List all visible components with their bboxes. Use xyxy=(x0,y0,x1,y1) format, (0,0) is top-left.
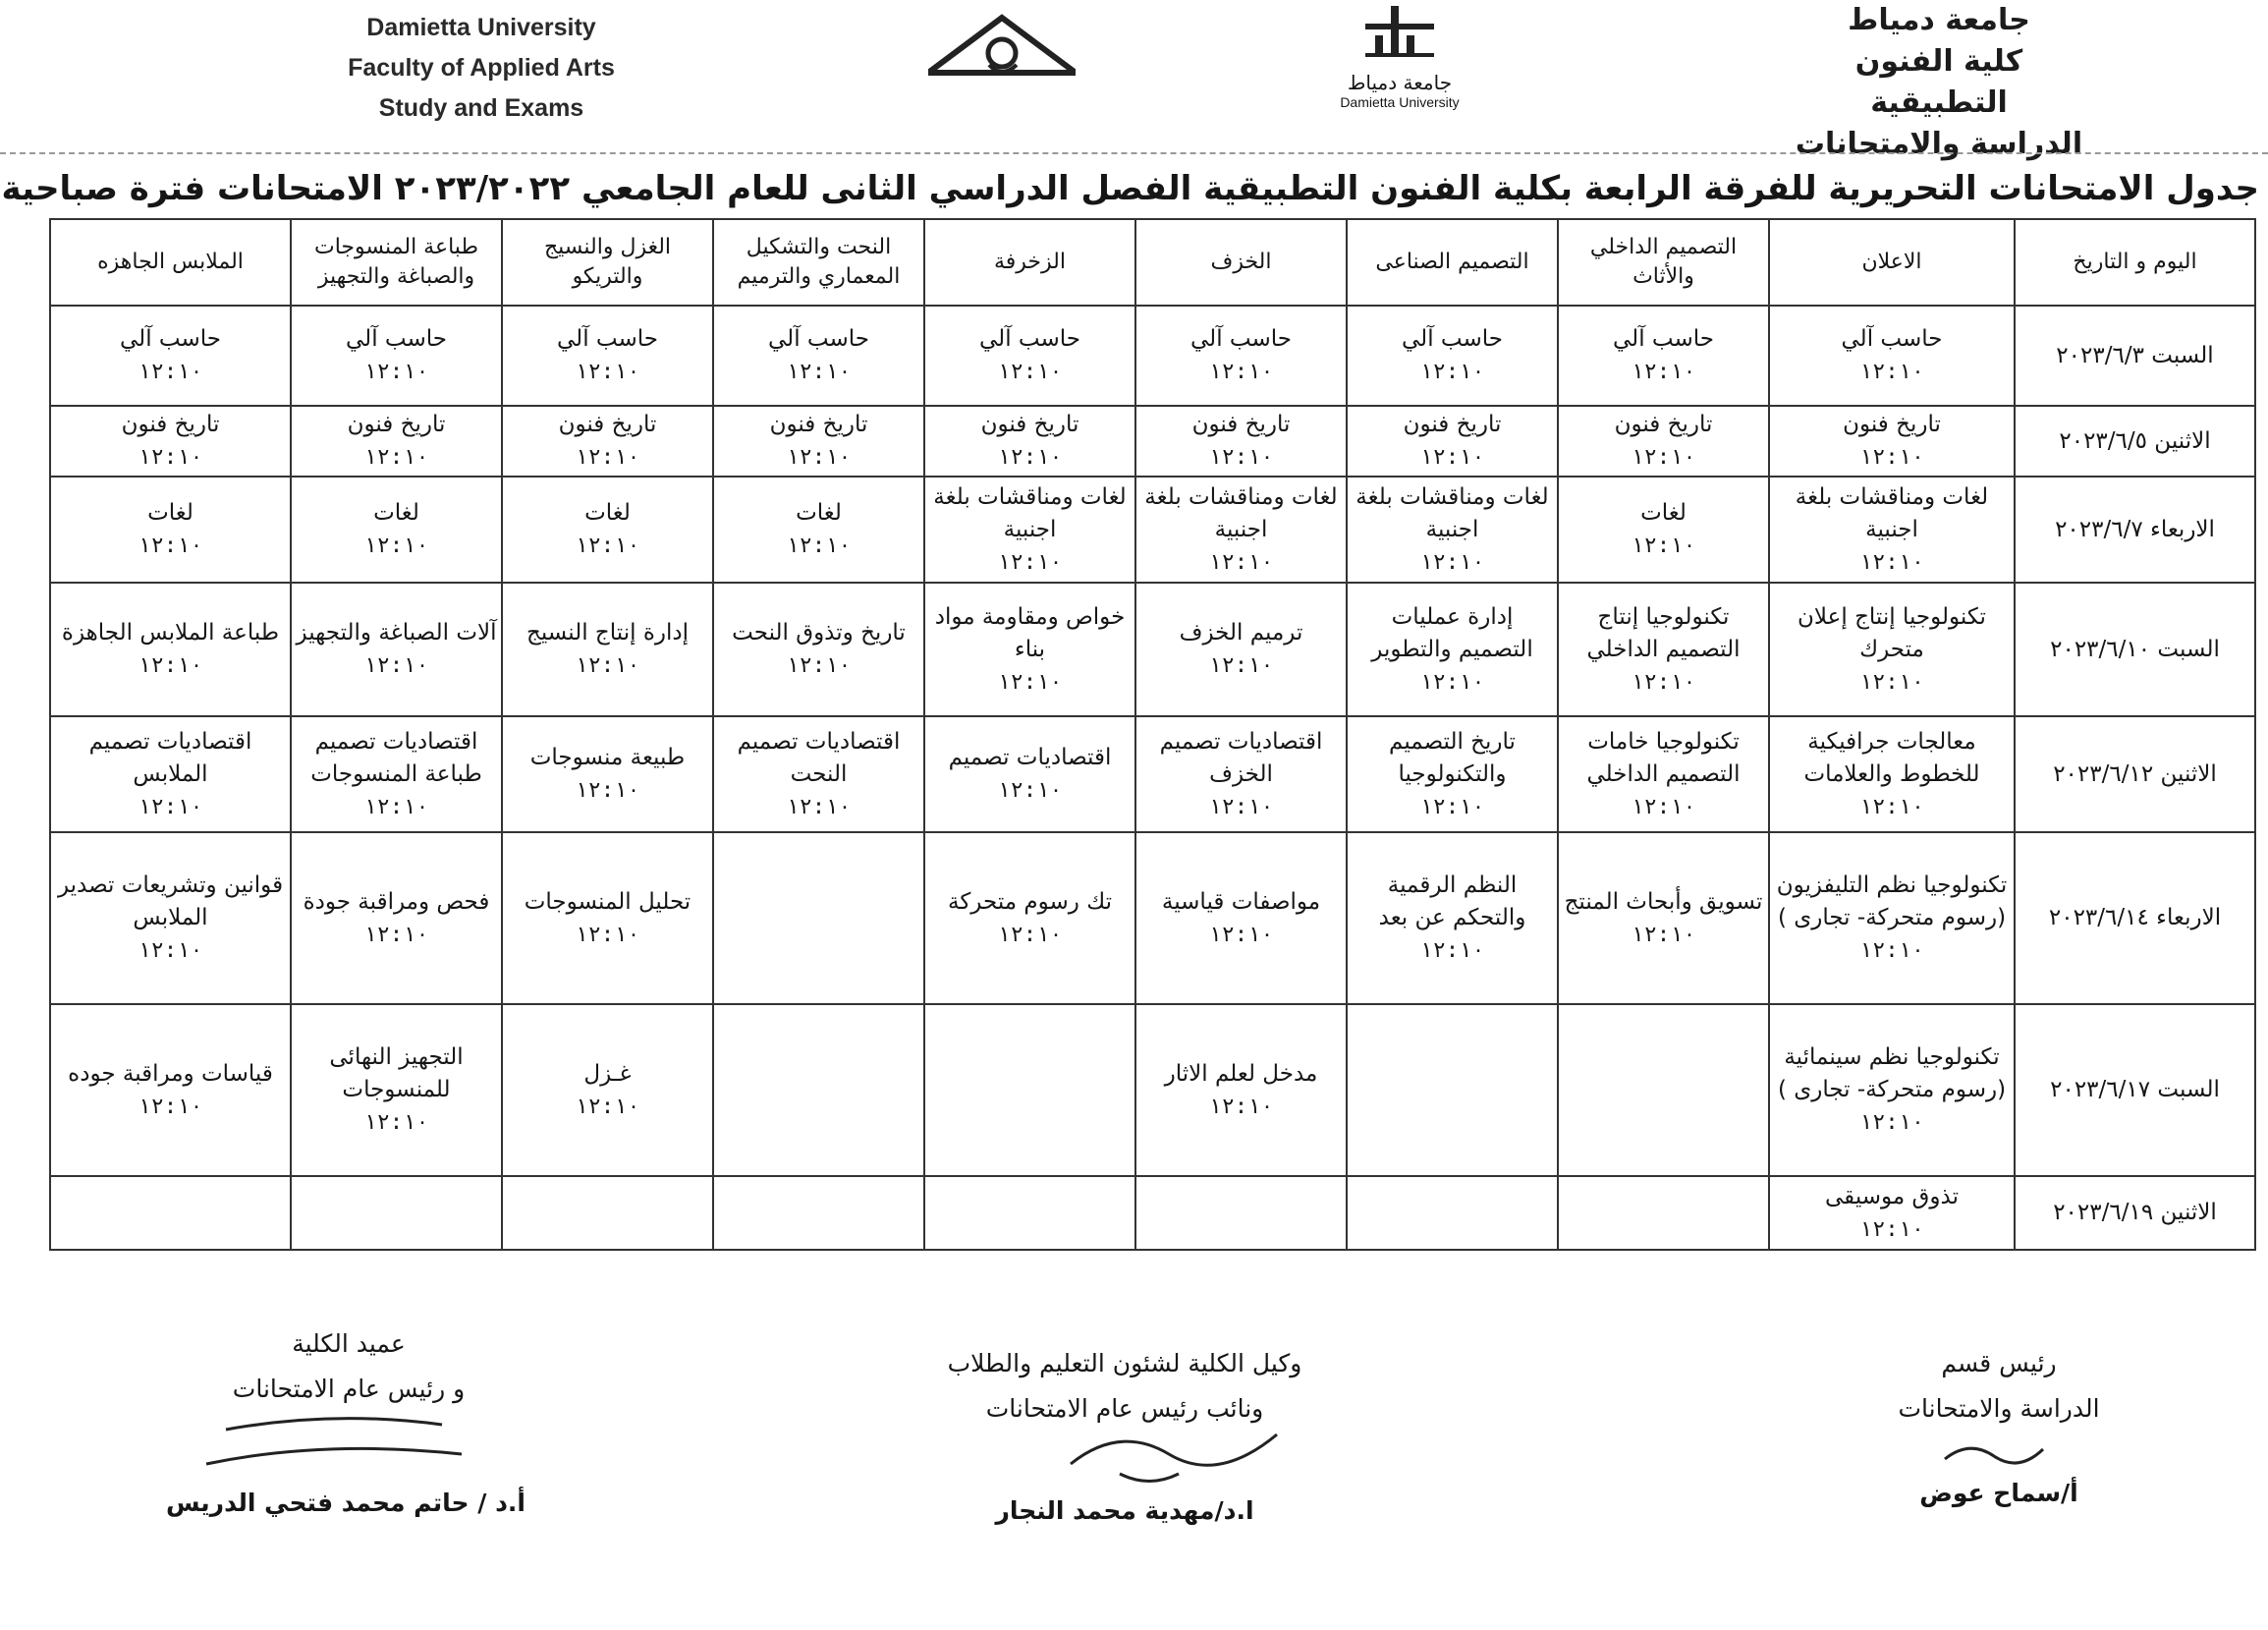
signature-right-name: أ/سماح عوض xyxy=(1919,1479,2078,1507)
exam-cell xyxy=(502,583,713,716)
faculty-name-en: Faculty of Applied Arts xyxy=(348,54,615,82)
signature-middle-name: ا.د/مهدية محمد النجار xyxy=(995,1496,1254,1525)
exam-time: ١٢:١٠ xyxy=(1419,938,1485,963)
course-name: تاريخ فنون xyxy=(1191,412,1291,437)
course-name: حاسب آلي xyxy=(346,326,447,352)
exam-cell xyxy=(924,832,1135,1004)
exam-cell xyxy=(1769,832,2015,1004)
course-name: طبيعة منسوجات xyxy=(529,745,686,770)
course-name: تكنولوجيا خامات التصميم الداخلي xyxy=(1586,728,1741,787)
exam-cell xyxy=(502,716,713,832)
university-emblem-icon xyxy=(1355,6,1444,67)
course-name: تاريخ فنون xyxy=(347,412,446,437)
signature-left-name: أ.د / حاتم محمد فتحي الدريس xyxy=(165,1489,526,1517)
course-name: تاريخ فنون xyxy=(1614,412,1713,437)
exam-time: ١٢:١٠ xyxy=(363,922,429,947)
course-name: إدارة عمليات التصميم والتطوير xyxy=(1371,603,1533,662)
exam-time: ١٢:١٠ xyxy=(363,445,429,470)
exam-time: ١٢:١٠ xyxy=(363,1110,429,1135)
exam-time: ١٢:١٠ xyxy=(1858,794,1925,819)
exam-cell xyxy=(291,306,502,406)
exam-time: ١٢:١٠ xyxy=(997,922,1063,947)
column-header: التصميم الصناعى xyxy=(1347,219,1558,306)
course-name: لغات xyxy=(373,500,419,526)
course-name: اقتصاديات تصميم الملابس xyxy=(88,728,252,787)
exam-time: ١٢:١٠ xyxy=(575,445,640,470)
course-name: تكنولوجيا إنتاج التصميم الداخلي xyxy=(1586,603,1741,662)
exam-cell xyxy=(291,583,502,716)
exam-time: ١٢:١٠ xyxy=(997,669,1063,695)
exam-cell xyxy=(291,716,502,832)
exam-cell xyxy=(50,306,291,406)
exam-cell xyxy=(713,1004,924,1176)
exam-time: ١٢:١٠ xyxy=(1858,360,1925,384)
exam-cell xyxy=(1558,1176,1769,1250)
exam-cell xyxy=(1135,477,1347,583)
university-logo xyxy=(1336,6,1464,110)
course-name: لغات ومناقشات بلغة اجنبية xyxy=(933,483,1127,542)
course-name: تاريخ فنون xyxy=(121,412,220,437)
exam-time: ١٢:١٠ xyxy=(1858,669,1925,695)
course-name: حاسب آلي xyxy=(120,326,221,352)
exam-cell xyxy=(1135,406,1347,477)
course-name: قياسات ومراقبة جوده xyxy=(68,1060,273,1087)
exam-time: ١٢:١٠ xyxy=(1858,1110,1925,1135)
exam-cell xyxy=(924,1004,1135,1176)
logo-caption-ar: جامعة دمياط xyxy=(1347,71,1453,94)
exam-cell xyxy=(1347,306,1558,406)
table-row xyxy=(50,1004,2255,1176)
course-name: تكنولوجيا نظم التليفزيون (رسوم متحركة- تجارى ) xyxy=(1776,872,2008,930)
exam-cell xyxy=(1347,477,1558,583)
table-row xyxy=(50,832,2255,1004)
exam-time: ١٢:١٠ xyxy=(575,653,640,678)
day-date-cell: الاثنين ٢٠٢٣/٦/١٢ xyxy=(2015,716,2255,832)
exam-time: ١٢:١٠ xyxy=(1858,549,1925,575)
exam-time: ١٢:١٠ xyxy=(1208,360,1274,384)
exam-cell xyxy=(1558,832,1769,1004)
column-header: التصميم الداخلي والأثاث xyxy=(1558,219,1769,306)
exam-time: ١٢:١٠ xyxy=(1858,445,1925,470)
course-name: اقتصاديات تصميم الخزف xyxy=(1159,728,1323,787)
course-name: اقتصاديات تصميم xyxy=(948,745,1112,770)
table-row xyxy=(50,306,2255,406)
course-name: اقتصاديات تصميم النحت xyxy=(737,728,901,787)
column-header: الزخرفة xyxy=(924,219,1135,306)
exam-cell xyxy=(502,406,713,477)
exam-time: ١٢:١٠ xyxy=(997,445,1063,470)
signature-middle-scribble-icon xyxy=(1061,1405,1287,1493)
course-name: حاسب آلي xyxy=(1841,326,1943,352)
table-row xyxy=(50,406,2255,477)
exam-time: ١٢:١٠ xyxy=(786,534,852,558)
exam-time: ١٢:١٠ xyxy=(1208,445,1274,470)
column-header: النحت والتشكيل المعماري والترميم xyxy=(713,219,924,306)
exam-cell xyxy=(291,832,502,1004)
exam-cell xyxy=(1135,1004,1347,1176)
exam-cell xyxy=(291,1176,502,1250)
course-name: تك رسوم متحركة xyxy=(948,888,1112,915)
exam-cell xyxy=(1347,583,1558,716)
exam-time: ١٢:١٠ xyxy=(1208,922,1274,947)
exam-time: ١٢:١٠ xyxy=(363,653,429,678)
exam-cell xyxy=(1558,477,1769,583)
exam-time: ١٢:١٠ xyxy=(997,360,1063,384)
course-name: خواص ومقاومة مواد بناء xyxy=(934,603,1126,662)
exam-cell xyxy=(1769,1176,2015,1250)
exam-time: ١٢:١٠ xyxy=(138,653,203,678)
exam-time: ١٢:١٠ xyxy=(1631,669,1696,695)
department-name-en: Study and Exams xyxy=(378,94,584,122)
header-english-block xyxy=(295,8,668,129)
course-name: تاريخ فنون xyxy=(1843,412,1941,437)
exam-cell xyxy=(1135,583,1347,716)
course-name: حاسب آلي xyxy=(979,326,1080,352)
exam-cell xyxy=(1558,1004,1769,1176)
exam-cell xyxy=(924,1176,1135,1250)
exam-cell xyxy=(50,832,291,1004)
exam-time: ١٢:١٠ xyxy=(363,534,429,558)
exam-time: ١٢:١٠ xyxy=(786,360,852,384)
exam-cell xyxy=(1769,306,2015,406)
exam-time: ١٢:١٠ xyxy=(1631,445,1696,470)
department-name-ar: الدراسة والامتحانات xyxy=(1795,127,2083,161)
header-arabic-block xyxy=(1792,0,2086,165)
day-date-cell: الاثنين ٢٠٢٣/٦/١٩ xyxy=(2015,1176,2255,1250)
course-name: لغات ومناقشات بلغة اجنبية xyxy=(1144,483,1338,542)
exam-cell xyxy=(291,1004,502,1176)
course-name: لغات xyxy=(1640,500,1687,526)
table-row xyxy=(50,583,2255,716)
column-header: الخزف xyxy=(1135,219,1347,306)
course-name: طباعة الملابس الجاهزة xyxy=(61,620,280,646)
exam-time: ١٢:١٠ xyxy=(786,653,852,678)
exam-cell xyxy=(502,1176,713,1250)
course-name: حاسب آلي xyxy=(1190,326,1292,352)
exam-cell xyxy=(924,583,1135,716)
exam-time: ١٢:١٠ xyxy=(363,360,429,384)
exam-time: ١٢:١٠ xyxy=(786,445,852,470)
signature-right-scribble-icon xyxy=(1940,1434,2048,1474)
exam-time: ١٢:١٠ xyxy=(1208,549,1274,575)
exam-cell xyxy=(1347,1176,1558,1250)
signature-left-scribble-icon xyxy=(187,1410,481,1489)
course-name: التجهيز النهائى للمنسوجات xyxy=(329,1044,464,1102)
exam-time: ١٢:١٠ xyxy=(1419,445,1485,470)
column-header: اليوم و التاريخ xyxy=(2015,219,2255,306)
exam-cell xyxy=(924,716,1135,832)
exam-cell xyxy=(1135,832,1347,1004)
course-name: تاريخ فنون xyxy=(769,412,868,437)
exam-cell xyxy=(1558,583,1769,716)
exam-cell xyxy=(713,1176,924,1250)
faculty-name-ar: كلية الفنون التطبيقية xyxy=(1854,44,2023,120)
column-header: الملابس الجاهزه xyxy=(50,219,291,306)
exam-cell xyxy=(1347,1004,1558,1176)
exam-cell xyxy=(291,406,502,477)
course-name: تاريخ فنون xyxy=(558,412,657,437)
signature-middle-title1: وكيل الكلية لشئون التعليم والطلاب xyxy=(947,1349,1302,1377)
exam-cell xyxy=(713,477,924,583)
course-name: لغات ومناقشات بلغة اجنبية xyxy=(1795,483,1989,542)
exam-cell xyxy=(1769,583,2015,716)
signature-right-title1: رئيس قسم xyxy=(1941,1349,2057,1377)
exam-time: ١٢:١٠ xyxy=(1419,669,1485,695)
faculty-logo xyxy=(928,14,1076,86)
exam-cell xyxy=(1135,1176,1347,1250)
signature-middle-title2: ونائب رئيس عام الامتحانات xyxy=(985,1394,1264,1423)
exam-time: ١٢:١٠ xyxy=(1208,794,1274,819)
exam-time: ١٢:١٠ xyxy=(1419,794,1485,819)
course-name: النظم الرقمية والتحكم عن بعد xyxy=(1378,872,1526,930)
exam-time: ١٢:١٠ xyxy=(575,778,640,803)
exam-cell xyxy=(1347,716,1558,832)
exam-cell xyxy=(50,1176,291,1250)
exam-cell xyxy=(924,306,1135,406)
signature-left-title1: عميد الكلية xyxy=(292,1329,406,1358)
table-row xyxy=(50,1176,2255,1250)
exam-cell xyxy=(1769,406,2015,477)
course-name: فحص ومراقبة جودة xyxy=(303,888,490,915)
exam-cell xyxy=(924,406,1135,477)
table-row xyxy=(50,477,2255,583)
exam-time: ١٢:١٠ xyxy=(138,1094,203,1119)
column-header: طباعة المنسوجات والصباغة والتجهيز xyxy=(291,219,502,306)
table-body xyxy=(50,306,2255,1250)
exam-cell xyxy=(502,477,713,583)
exam-time: ١٢:١٠ xyxy=(1419,360,1485,384)
exam-cell xyxy=(1347,832,1558,1004)
exam-cell xyxy=(1558,306,1769,406)
signature-right-title2: الدراسة والامتحانات xyxy=(1898,1394,2100,1423)
exam-time: ١٢:١٠ xyxy=(575,1094,640,1119)
course-name: غـزل xyxy=(583,1060,632,1087)
exam-time: ١٢:١٠ xyxy=(1858,938,1925,963)
course-name: لغات xyxy=(147,500,194,526)
exam-time: ١٢:١٠ xyxy=(138,534,203,558)
exam-time: ١٢:١٠ xyxy=(997,778,1063,803)
day-date-cell: السبت ٢٠٢٣/٦/١٠ xyxy=(2015,583,2255,716)
exam-time: ١٢:١٠ xyxy=(138,794,203,819)
day-date-cell: الاربعاء ٢٠٢٣/٦/١٤ xyxy=(2015,832,2255,1004)
table-row xyxy=(50,716,2255,832)
logo-caption-en: Damietta University xyxy=(1340,94,1460,110)
exam-time: ١٢:١٠ xyxy=(575,922,640,947)
column-header: الغزل والنسيج والتريكو xyxy=(502,219,713,306)
exam-time: ١٢:١٠ xyxy=(1631,360,1696,384)
column-header: الاعلان xyxy=(1769,219,2015,306)
exam-cell xyxy=(1135,716,1347,832)
exam-cell xyxy=(502,832,713,1004)
exam-cell xyxy=(713,306,924,406)
exam-cell xyxy=(1769,1004,2015,1176)
course-name: تكنولوجيا إنتاج إعلان متحرك xyxy=(1798,603,1986,662)
exam-cell xyxy=(50,477,291,583)
exam-cell xyxy=(291,477,502,583)
exam-time: ١٢:١٠ xyxy=(1419,549,1485,575)
exam-cell xyxy=(1558,716,1769,832)
course-name: مدخل لعلم الاثار xyxy=(1164,1060,1318,1087)
exam-cell xyxy=(713,406,924,477)
exam-cell xyxy=(502,1004,713,1176)
exam-schedule-table xyxy=(49,218,2256,1251)
course-name: تاريخ فنون xyxy=(980,412,1079,437)
table-header-row xyxy=(50,219,2255,306)
exam-cell xyxy=(50,716,291,832)
day-date-cell: السبت ٢٠٢٣/٦/٣ xyxy=(2015,306,2255,406)
header-divider xyxy=(0,152,2268,154)
course-name: تكنولوجيا نظم سينمائية (رسوم متحركة- تجارى ) xyxy=(1777,1044,2007,1102)
exam-time: ١٢:١٠ xyxy=(786,794,852,819)
exam-time: ١٢:١٠ xyxy=(363,794,429,819)
exam-time: ١٢:١٠ xyxy=(575,360,640,384)
course-name: لغات xyxy=(796,500,842,526)
exam-cell xyxy=(924,477,1135,583)
exam-time: ١٢:١٠ xyxy=(1858,1216,1925,1242)
course-name: لغات ومناقشات بلغة اجنبية xyxy=(1355,483,1549,542)
exam-cell xyxy=(713,716,924,832)
course-name: قوانين وتشريعات تصدير الملابس xyxy=(57,872,284,930)
signature-left-title2: و رئيس عام الامتحانات xyxy=(232,1375,466,1403)
university-name-en: Damietta University xyxy=(366,14,596,41)
exam-cell xyxy=(50,583,291,716)
exam-time: ١٢:١٠ xyxy=(1208,653,1274,678)
exam-time: ١٢:١٠ xyxy=(138,360,203,384)
course-name: تحليل المنسوجات xyxy=(524,888,691,915)
exam-time: ١٢:١٠ xyxy=(138,938,203,963)
course-name: تسويق وأبحاث المنتج xyxy=(1564,888,1763,915)
day-date-cell: الاربعاء ٢٠٢٣/٦/٧ xyxy=(2015,477,2255,583)
exam-time: ١٢:١٠ xyxy=(1631,534,1696,558)
exam-time: ١٢:١٠ xyxy=(138,445,203,470)
course-name: حاسب آلي xyxy=(557,326,658,352)
exam-time: ١٢:١٠ xyxy=(575,534,640,558)
exam-time: ١٢:١٠ xyxy=(1208,1094,1274,1119)
exam-time: ١٢:١٠ xyxy=(1631,922,1696,947)
exam-cell xyxy=(1769,477,2015,583)
signature-block-right xyxy=(1871,1341,2127,1516)
course-name: معالجات جرافيكية للخطوط والعلامات xyxy=(1803,728,1980,787)
day-date-cell: الاثنين ٢٠٢٣/٦/٥ xyxy=(2015,406,2255,477)
course-name: مواصفات قياسية xyxy=(1161,888,1321,915)
course-name: تاريخ التصميم والتكنولوجيا xyxy=(1389,728,1516,787)
exam-cell xyxy=(1347,406,1558,477)
course-name: تاريخ وتذوق النحت xyxy=(732,620,906,646)
exam-time: ١٢:١٠ xyxy=(1631,794,1696,819)
day-date-cell: السبت ٢٠٢٣/٦/١٧ xyxy=(2015,1004,2255,1176)
course-name: إدارة إنتاج النسيج xyxy=(526,620,690,646)
course-name: لغات xyxy=(584,500,631,526)
university-name-ar: جامعة دمياط xyxy=(1848,3,2030,37)
exam-cell xyxy=(713,583,924,716)
exam-cell xyxy=(1135,306,1347,406)
exam-cell xyxy=(713,832,924,1004)
course-name: تاريخ فنون xyxy=(1403,412,1502,437)
course-name: اقتصاديات تصميم طباعة المنسوجات xyxy=(310,728,482,787)
exam-cell xyxy=(50,1004,291,1176)
course-name: حاسب آلي xyxy=(768,326,869,352)
exam-time: ١٢:١٠ xyxy=(997,549,1063,575)
exam-cell xyxy=(1769,716,2015,832)
course-name: حاسب آلي xyxy=(1613,326,1714,352)
course-name: آلات الصباغة والتجهيز xyxy=(296,620,497,646)
exam-cell xyxy=(502,306,713,406)
course-name: ترميم الخزف xyxy=(1179,620,1303,646)
exam-cell xyxy=(1558,406,1769,477)
course-name: تذوق موسيقى xyxy=(1825,1183,1959,1209)
exam-cell xyxy=(50,406,291,477)
document-title: جدول الامتحانات التحريرية للفرقة الرابعة بكلية الفنون التطبيقية الفصل الدراسي الثانى للعام الجامعي ٢٠٢٣/٢٠٢٢ الامتحانات فترة صباحية xyxy=(1,169,2259,208)
course-name: حاسب آلي xyxy=(1402,326,1503,352)
